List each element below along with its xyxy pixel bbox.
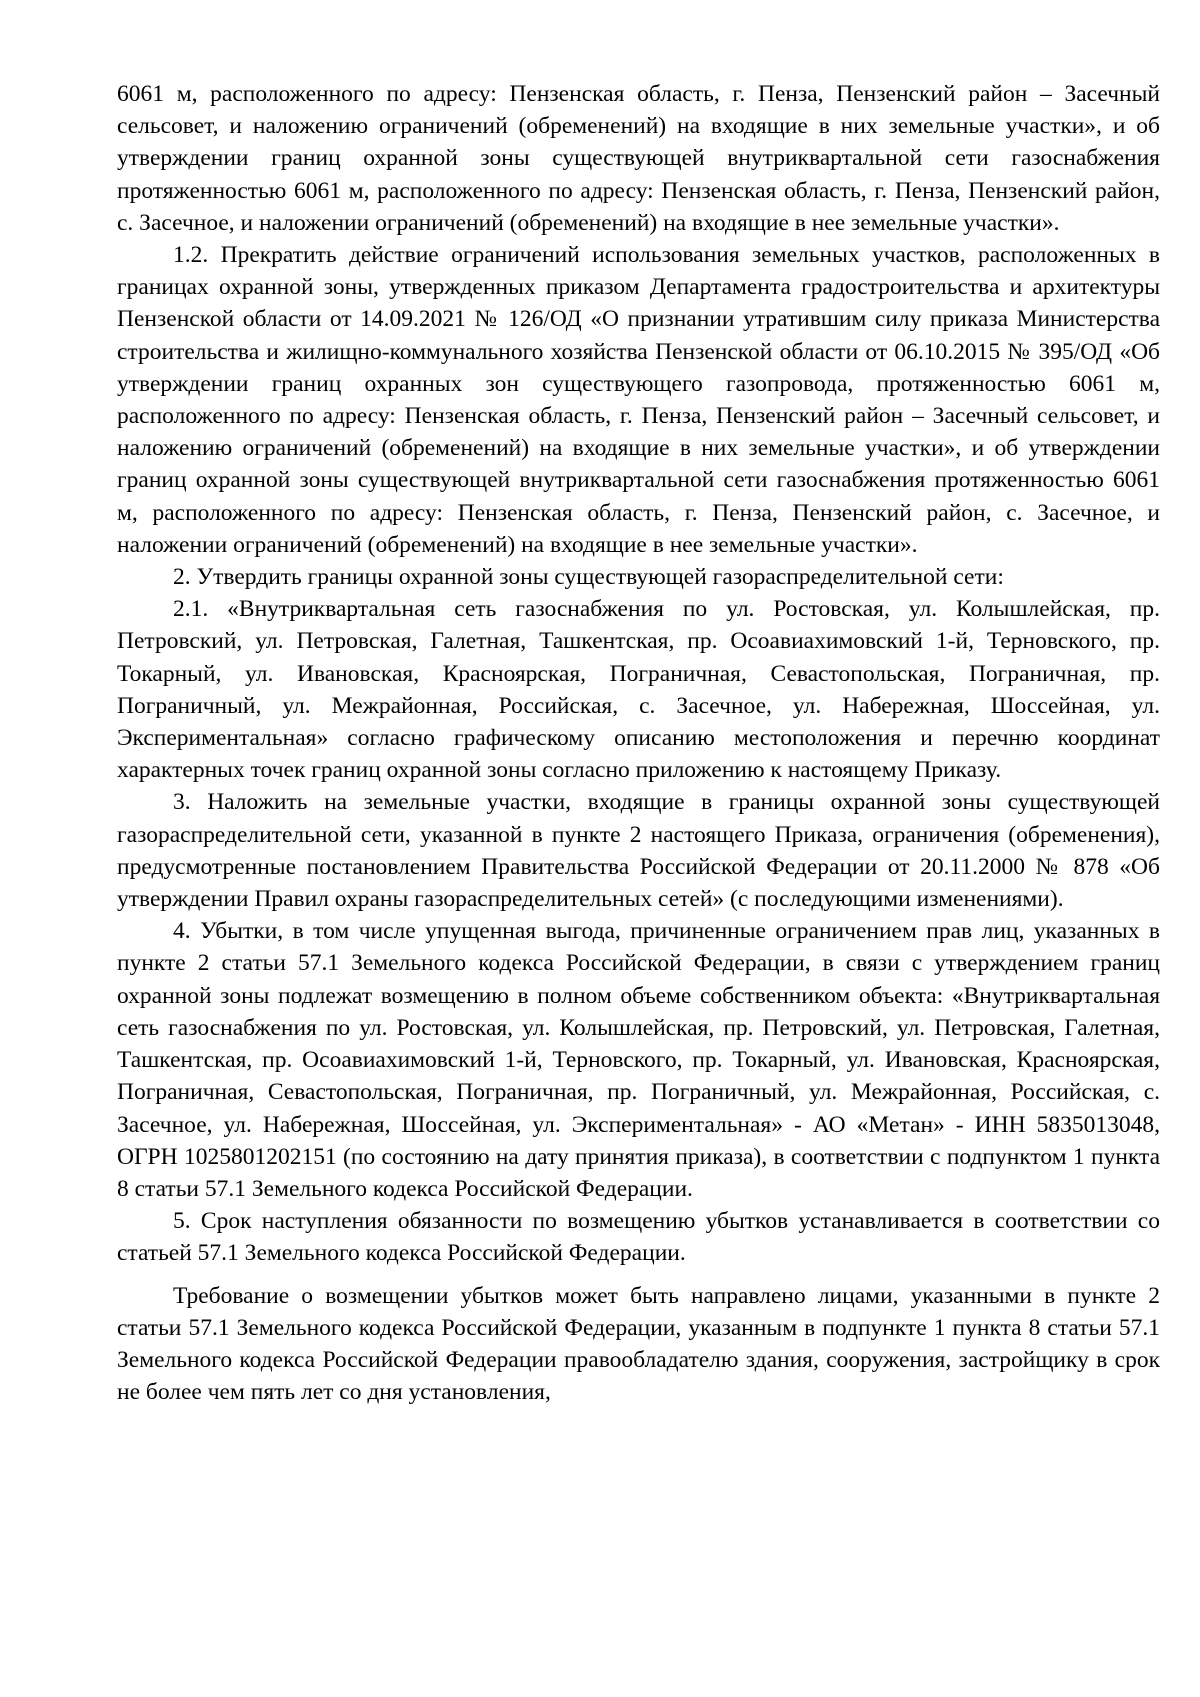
paragraph-3: 3. Наложить на земельные участки, входящие в границы охранной зоны существующей газораспределительной сети, указанной в пункте 2 настоящего Приказа, ограничения (обременения), предусмотренные постановлением Правительства Российской Федерации от 20.11.2000 № 878 «Об утверждении Правил охраны газораспределительных сетей» (с последующими изменениями). [117, 789, 1160, 913]
paragraph-2: 2. Утвердить границы охранной зоны существующей газораспределительной сети: [173, 564, 1004, 591]
paragraph-1-2: 1.2. Прекратить действие ограничений использования земельных участков, расположенных в границах охранной зоны, утвержденных приказом Департамента градостроительства и архитектуры Пензенской области от 14.09.2021 № 126/ОД «О признании утратившим силу приказа Министерства строительства и жилищно-коммунального хозяйства Пензенской области от 06.10.2015 № 395/ОД «Об утверждении границ охранных зон существующего газопровода, протяженностью 6061 м, расположенного по адресу: Пензенская область, г. Пенза, Пензенский район – Засечный сельсовет, и наложению ограничений (обременений) на входящие в них земельные участки», и об утверждении границ охранной зоны существующей внутриквартальной сети газоснабжения протяженностью 6061 м, расположенного по адресу: Пензенская область, г. Пенза, Пензенский район, с. Засечное, и наложении ограничений (обременений) на входящие в нее земельные участки». [117, 242, 1160, 558]
paragraph-4: 4. Убытки, в том числе упущенная выгода, причиненные ограничением прав лиц, указанных в пункте 2 статьи 57.1 Земельного кодекса Российской Федерации, в связи с утверждением границ охранной зоны подлежат возмещению в полном объеме собственником объекта: «Внутриквартальная сеть газоснабжения по ул. Ростовская, ул. Колышлейская, пр. Петровский, ул. Петровская, Галетная, Ташкентская, пр. Осоавиахимовский 1-й, Терновского, пр. Токарный, ул. Ивановская, Красноярская, Пограничная, Севастопольская, Пограничная, пр. Пограничный, ул. Межрайонная, Российская, с. Засечное, ул. Набережная, Шоссейная, ул. Экспериментальная» - АО «Метан» - ИНН 5835013048, ОГРН 1025801202151 (по состоянию на дату принятия приказа), в соответствии с подпунктом 1 пункта 8 статьи 57.1 Земельного кодекса Российской Федерации. [117, 918, 1160, 1202]
paragraph-claim: Требование о возмещении убытков может быть направлено лицами, указанными в пункте 2 статьи 57.1 Земельного кодекса Российской Федерации, указанным в подпункте 1 пункта 8 статьи 57.1 Земельного кодекса Российской Федерации правообладателю здания, сооружения, застройщику в срок не более чем пять лет со дня установления, [117, 1282, 1160, 1406]
paragraph-2-1: 2.1. «Внутриквартальная сеть газоснабжения по ул. Ростовская, ул. Колышлейская, пр. Петровский, ул. Петровская, Галетная, Ташкентская, пр. Осоавиахимовский 1-й, Терновского, пр. Токарный, ул. Ивановская, Красноярская, Пограничная, Севастопольская, Пограничная, пр. Пограничный, ул. Межрайонная, Российская, с. Засечное, ул. Набережная, Шоссейная, ул. Экспериментальная» согласно графическому описанию местоположения и перечню координат характерных точек границ охранной зоны согласно приложению к настоящему Приказу. [117, 596, 1160, 784]
paragraph-5: 5. Срок наступления обязанности по возмещению убытков устанавливается в соответствии со статьей 57.1 Земельного кодекса Российской Федерации. [117, 1208, 1160, 1267]
paragraph-continuation: 6061 м, расположенного по адресу: Пензенская область, г. Пенза, Пензенский район – Засечный сельсовет, и наложению ограничений (обременений) на входящие в них земельные участки», и об утверждении границ охранной зоны существующей внутриквартальной сети газоснабжения протяженностью 6061 м, расположенного по адресу: Пензенская область, г. Пенза, Пензенский район, с. Засечное, и наложении ограничений (обременений) на входящие в нее земельные участки». [117, 81, 1160, 236]
